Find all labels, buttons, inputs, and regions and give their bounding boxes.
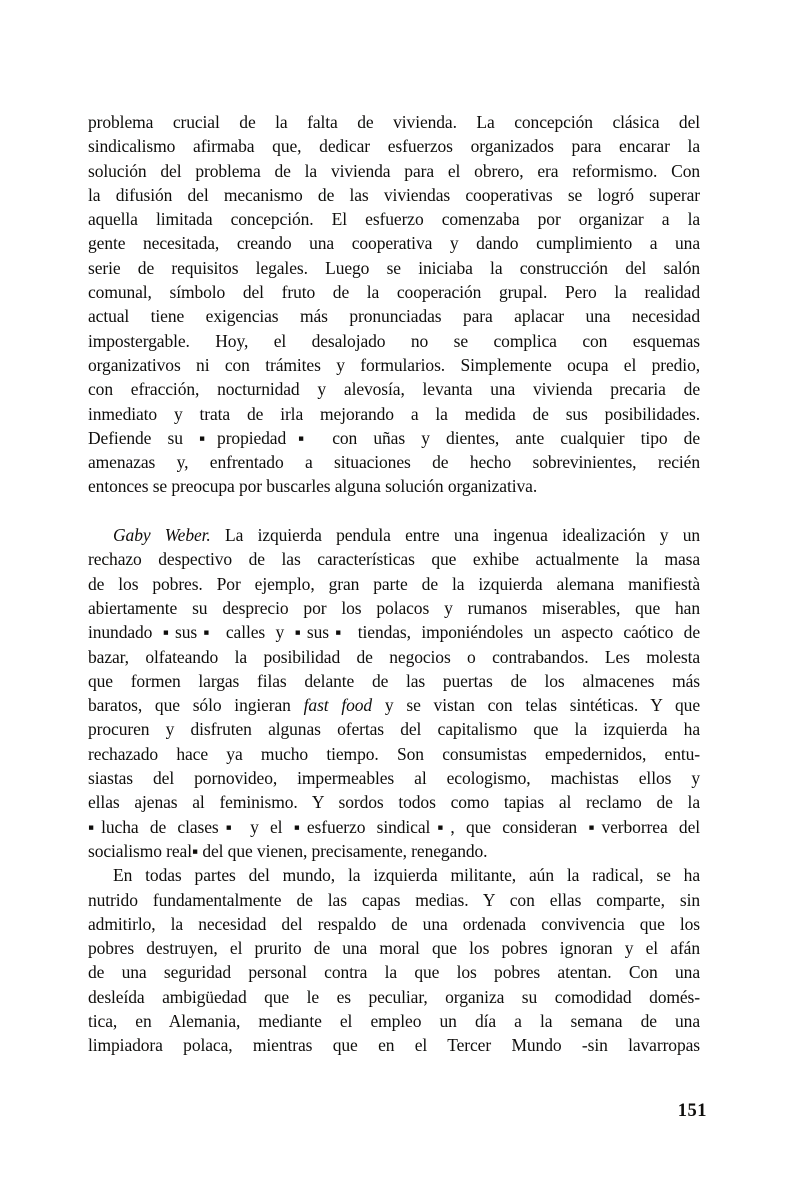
text-line: [88, 912, 700, 936]
text-run: problema crucial de la falta de vivienda. La concepción clásica del: [88, 112, 700, 132]
text-run: tica, en Alemania, mediante el empleo un día a la semana de una: [88, 1010, 700, 1031]
text-line: [88, 790, 700, 814]
text-line: [88, 304, 700, 328]
text-line: [88, 231, 700, 255]
paragraph-gaby-weber: [88, 523, 700, 863]
text-run: serie de requisitos legales. Luego se iniciaba la construcción del salón: [88, 257, 700, 278]
text-run: Defiende su ▪propiedad▪ con uñas y dientes, ante cualquier tipo de: [88, 427, 700, 448]
text-line: [88, 207, 700, 231]
text-line: [88, 645, 700, 669]
text-line: [88, 474, 700, 498]
text-run: organizativos ni con trámites y formularios. Simplemente ocupa el predio,: [88, 354, 700, 375]
text-line: [88, 1009, 700, 1033]
italic-text-run: fast food: [303, 695, 373, 716]
text-run: con efracción, nocturnidad y alevosía, levanta una vivienda precaria de: [88, 379, 700, 400]
paragraph-vivienda: [88, 110, 700, 499]
text-line: [88, 110, 700, 134]
text-line: [88, 426, 700, 450]
text-run: aquella limitada concepción. El esfuerzo comenzaba por organizar a la: [88, 209, 700, 230]
text-run: amenazas y, enfrentado a situaciones de hecho sobrevinientes, recién: [88, 452, 700, 473]
text-run: siastas del pornovideo, impermeables al ecologismo, machistas ellos y: [88, 768, 700, 789]
text-line: [88, 280, 700, 304]
text-line: [88, 596, 700, 620]
text-run: desleída ambigüedad que le es peculiar, organiza su comodidad domés-: [88, 986, 700, 1007]
text-line: [88, 450, 700, 474]
text-line: [88, 985, 700, 1009]
text-line: [88, 888, 700, 912]
paragraph-izquierda-militante: [88, 863, 700, 1057]
text-line: [88, 620, 700, 644]
text-line: [88, 742, 700, 766]
text-run: rechazo despectivo de las características que exhibe actualmente la masa: [88, 549, 700, 570]
text-line: [88, 377, 700, 401]
text-run: sindicalismo afirmaba que, dedicar esfuerzos organizados para encarar la: [88, 136, 700, 157]
text-run: pobres destruyen, el prurito de una moral que los pobres ignoran y el afán: [88, 938, 700, 959]
text-run: La izquierda pendula entre una ingenua idealización y un: [210, 525, 701, 546]
text-line: [88, 134, 700, 158]
text-run: y se vistan con telas sintéticas. Y que: [372, 695, 700, 716]
text-run: rechazado hace ya mucho tiempo. Son consumistas empedernidos, entu-: [88, 743, 700, 764]
text-run: socialismo real▪ del que vienen, precisamente, renegando.: [88, 840, 488, 861]
text-run: de los pobres. Por ejemplo, gran parte de la izquierda alemana manifiestà: [88, 573, 700, 594]
text-line: [88, 863, 700, 887]
text-line: [88, 960, 700, 984]
text-line: [88, 766, 700, 790]
text-line: [88, 693, 700, 717]
text-line: [88, 256, 700, 280]
text-line: [88, 936, 700, 960]
text-run: bazar, olfateando la posibilidad de negocios o contrabandos. Les molesta: [88, 646, 700, 667]
text-run: limpiadora polaca, mientras que en el Tercer Mundo -sin lavarropas: [88, 1035, 700, 1056]
text-run: la difusión del mecanismo de las viviendas cooperativas se logró superar: [88, 184, 700, 205]
text-run: solución del problema de la vivienda para el obrero, era reformismo. Con: [88, 160, 700, 181]
text-line: [88, 717, 700, 741]
text-run: procuren y disfruten algunas ofertas del capitalismo que la izquierda ha: [88, 719, 700, 740]
italic-text-run: Gaby Weber.: [113, 525, 211, 546]
text-run: abiertamente su desprecio por los polacos y rumanos miserables, que han: [88, 597, 700, 618]
text-run: ellas ajenas al feminismo. Y sordos todos como tapias al reclamo de la: [88, 792, 700, 813]
text-run: gente necesitada, creando una cooperativa y dando cumplimiento a una: [88, 233, 700, 254]
text-run: inmediato y trata de irla mejorando a la medida de sus posibilidades.: [88, 403, 700, 424]
text-line: [88, 353, 700, 377]
text-line: [88, 523, 700, 547]
text-line: [88, 183, 700, 207]
text-line: [88, 839, 700, 863]
text-line: [88, 815, 700, 839]
text-run: impostergable. Hoy, el desalojado no se complica con esquemas: [88, 330, 700, 351]
text-run: inundado ▪sus▪ calles y ▪sus▪ tiendas, imponiéndoles un aspecto caótico de: [88, 622, 700, 643]
text-line: [88, 1033, 700, 1057]
text-run: En todas partes del mundo, la izquierda militante, aún la radical, se ha: [113, 865, 700, 886]
text-run: de una seguridad personal contra la que los pobres atentan. Con una: [88, 962, 700, 983]
text-run: actual tiene exigencias más pronunciadas para aplacar una necesidad: [88, 306, 700, 327]
text-run: entonces se preocupa por buscarles alguna solución organizativa.: [88, 476, 538, 497]
page-number: 151: [677, 1101, 707, 1121]
text-run: nutrido fundamentalmente de las capas medias. Y con ellas comparte, sin: [88, 889, 700, 910]
text-line: [88, 547, 700, 571]
text-line: [88, 402, 700, 426]
text-run: que formen largas filas delante de las puertas de los almacenes más: [88, 670, 700, 691]
text-line: [88, 669, 700, 693]
text-line: [88, 572, 700, 596]
page-text: [88, 110, 700, 1058]
text-run: comunal, símbolo del fruto de la cooperación grupal. Pero la realidad: [88, 282, 700, 303]
text-run: baratos, que sólo ingieran: [88, 695, 304, 716]
text-run: ▪lucha de clases▪ y el ▪esfuerzo sindical▪, que consideran ▪verborrea del: [88, 816, 700, 837]
text-line: [88, 329, 700, 353]
text-run: admitirlo, la necesidad del respaldo de una ordenada convivencia que los: [88, 913, 700, 934]
text-line: [88, 159, 700, 183]
